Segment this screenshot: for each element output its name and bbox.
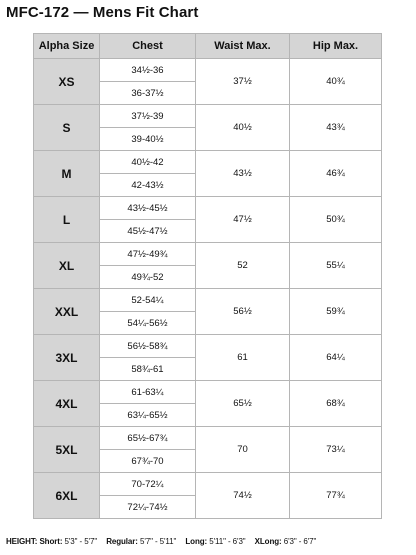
table-row bbox=[34, 197, 382, 220]
hip-max-cell: 68¾ bbox=[290, 381, 382, 427]
hip-max-cell: 59¾ bbox=[290, 289, 382, 335]
table-row bbox=[34, 105, 382, 128]
chest-cell: 36-37½ bbox=[100, 82, 196, 105]
regular-value: 5'7" - 5'11" bbox=[139, 537, 177, 546]
alpha-size-cell: M bbox=[34, 151, 100, 197]
chest-cell: 70-72¼ bbox=[100, 473, 196, 496]
header-waist-max: Waist Max. bbox=[196, 34, 290, 59]
alpha-size-cell: S bbox=[34, 105, 100, 151]
waist-max-cell: 74½ bbox=[196, 473, 290, 519]
table-row bbox=[34, 381, 382, 404]
header-row bbox=[34, 34, 382, 59]
hip-max-cell: 46¾ bbox=[290, 151, 382, 197]
alpha-size-cell: 6XL bbox=[34, 473, 100, 519]
page-title: MFC-172 — Mens Fit Chart bbox=[6, 4, 199, 21]
chest-cell: 54¼-56½ bbox=[100, 312, 196, 335]
waist-max-cell: 70 bbox=[196, 427, 290, 473]
chest-cell: 40½-42 bbox=[100, 151, 196, 174]
short-value: 5'3" - 5'7" bbox=[64, 537, 98, 546]
chest-cell: 61-63¼ bbox=[100, 381, 196, 404]
waist-max-cell: 40½ bbox=[196, 105, 290, 151]
height-legend bbox=[6, 537, 316, 546]
hip-max-cell: 73¼ bbox=[290, 427, 382, 473]
fit-chart-table bbox=[33, 33, 382, 519]
table-row bbox=[34, 473, 382, 496]
alpha-size-cell: XXL bbox=[34, 289, 100, 335]
hip-max-cell: 50¾ bbox=[290, 197, 382, 243]
header-hip-max: Hip Max. bbox=[290, 34, 382, 59]
table-row bbox=[34, 335, 382, 358]
table-row bbox=[34, 151, 382, 174]
hip-max-cell: 77¾ bbox=[290, 473, 382, 519]
waist-max-cell: 37½ bbox=[196, 59, 290, 105]
chest-cell: 52-54¼ bbox=[100, 289, 196, 312]
hip-max-cell: 40¾ bbox=[290, 59, 382, 105]
waist-max-cell: 61 bbox=[196, 335, 290, 381]
header-alpha-size: Alpha Size bbox=[34, 34, 100, 59]
chest-cell: 58¾-61 bbox=[100, 358, 196, 381]
chest-cell: 45½-47½ bbox=[100, 220, 196, 243]
chest-cell: 67¾-70 bbox=[100, 450, 196, 473]
xlong-value: 6'3" - 6'7" bbox=[283, 537, 317, 546]
hip-max-cell: 43¾ bbox=[290, 105, 382, 151]
waist-max-cell: 43½ bbox=[196, 151, 290, 197]
chest-cell: 65½-67¾ bbox=[100, 427, 196, 450]
waist-max-cell: 56½ bbox=[196, 289, 290, 335]
hip-max-cell: 55¼ bbox=[290, 243, 382, 289]
chest-cell: 42-43½ bbox=[100, 174, 196, 197]
chest-cell: 43½-45½ bbox=[100, 197, 196, 220]
hip-max-cell: 64¼ bbox=[290, 335, 382, 381]
alpha-size-cell: 4XL bbox=[34, 381, 100, 427]
chest-cell: 72¼-74½ bbox=[100, 496, 196, 519]
height-label: HEIGHT: bbox=[6, 537, 38, 546]
chest-cell: 47½-49¾ bbox=[100, 243, 196, 266]
waist-max-cell: 47½ bbox=[196, 197, 290, 243]
short-label: Short: bbox=[39, 537, 63, 546]
waist-max-cell: 65½ bbox=[196, 381, 290, 427]
table-row bbox=[34, 289, 382, 312]
alpha-size-cell: L bbox=[34, 197, 100, 243]
table-body bbox=[34, 59, 382, 519]
alpha-size-cell: XL bbox=[34, 243, 100, 289]
table-row bbox=[34, 59, 382, 82]
long-value: 5'11" - 6'3" bbox=[209, 537, 246, 546]
header-chest: Chest bbox=[100, 34, 196, 59]
table-row bbox=[34, 427, 382, 450]
waist-max-cell: 52 bbox=[196, 243, 290, 289]
alpha-size-cell: 5XL bbox=[34, 427, 100, 473]
table-row bbox=[34, 243, 382, 266]
alpha-size-cell: 3XL bbox=[34, 335, 100, 381]
chest-cell: 37½-39 bbox=[100, 105, 196, 128]
chest-cell: 49¾-52 bbox=[100, 266, 196, 289]
long-label: Long: bbox=[185, 537, 208, 546]
regular-label: Regular: bbox=[106, 537, 138, 546]
xlong-label: XLong: bbox=[254, 537, 282, 546]
chest-cell: 34½-36 bbox=[100, 59, 196, 82]
chest-cell: 63¼-65½ bbox=[100, 404, 196, 427]
chest-cell: 56½-58¾ bbox=[100, 335, 196, 358]
chest-cell: 39-40½ bbox=[100, 128, 196, 151]
alpha-size-cell: XS bbox=[34, 59, 100, 105]
